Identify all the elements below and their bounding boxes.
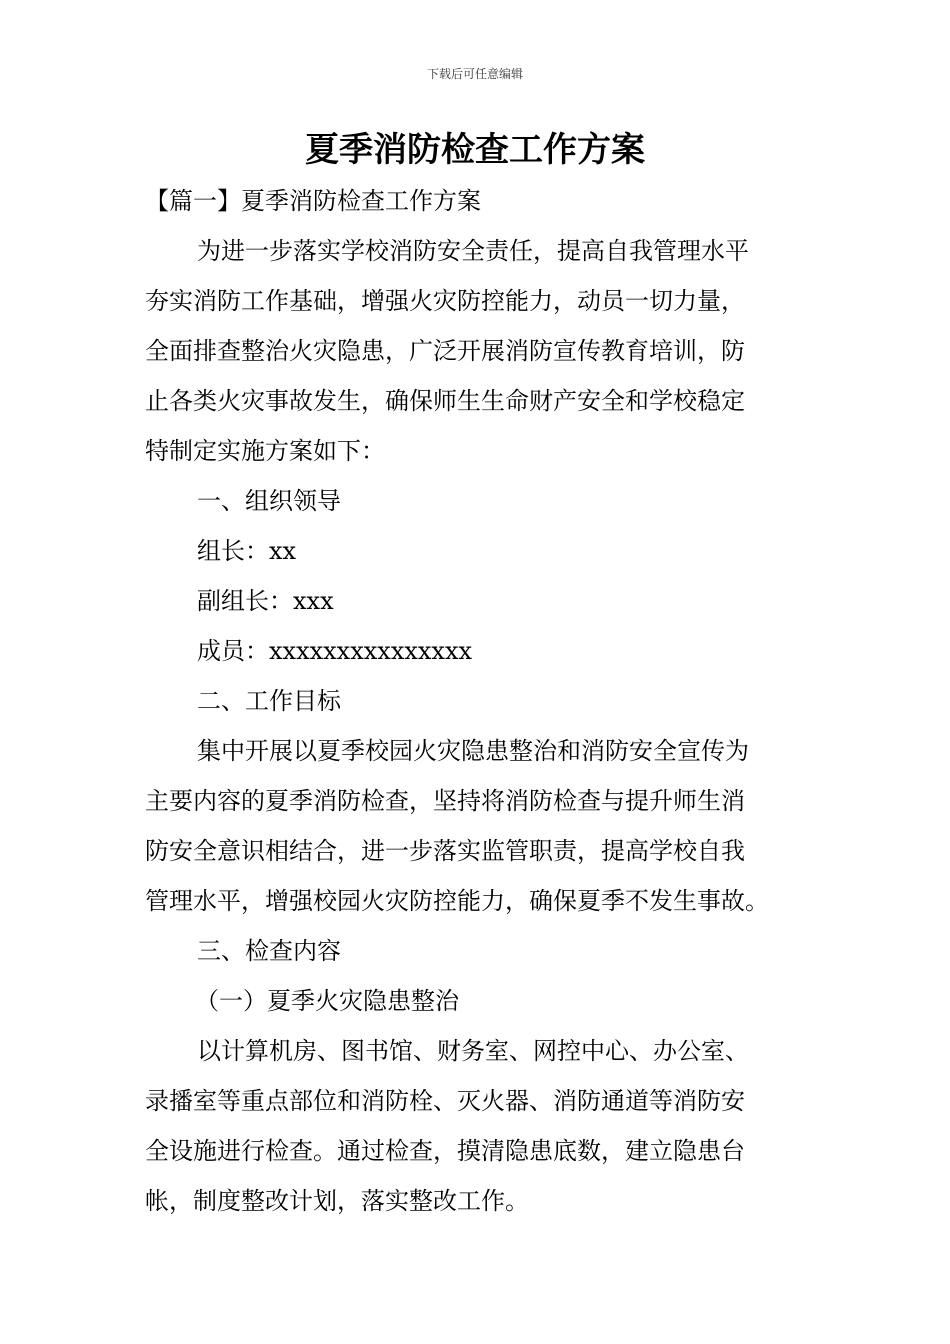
paragraph-line: 特制定实施方案如下： bbox=[145, 437, 385, 465]
document-title: 夏季消防检查工作方案 bbox=[305, 130, 645, 170]
paragraph-line: 止各类火灾事故发生，确保师生生命财产安全和学校稳定 bbox=[145, 387, 745, 415]
members-line: 成员：xxxxxxxxxxxxxxx bbox=[197, 637, 473, 665]
paragraph-line: 防安全意识相结合，进一步落实监管职责，提高学校自我 bbox=[145, 837, 745, 865]
paragraph-line: 为进一步落实学校消防安全责任，提高自我管理水平 bbox=[197, 237, 749, 265]
subheading-content: 三、检查内容 bbox=[197, 937, 341, 965]
deputy-leader-line: 副组长：xxx bbox=[197, 587, 334, 615]
paragraph-line: 夯实消防工作基础，增强火灾防控能力，动员一切力量， bbox=[145, 287, 745, 315]
paragraph-line: 以计算机房、图书馆、财务室、网控中心、办公室、 bbox=[197, 1037, 749, 1065]
subheading-item-1: （一）夏季火灾隐患整治 bbox=[195, 987, 459, 1015]
subheading-organization: 一、组织领导 bbox=[197, 487, 341, 515]
header-note: 下载后可任意编辑 bbox=[426, 67, 523, 81]
paragraph-line: 录播室等重点部位和消防栓、灭火器、消防通道等消防安 bbox=[145, 1087, 745, 1115]
paragraph-line: 管理水平，增强校园火灾防控能力，确保夏季不发生事故。 bbox=[145, 887, 769, 915]
section-heading: 【篇一】夏季消防检查工作方案 bbox=[145, 187, 481, 215]
paragraph-line: 集中开展以夏季校园火灾隐患整治和消防安全宣传为 bbox=[197, 737, 749, 765]
paragraph-line: 全面排查整治火灾隐患，广泛开展消防宣传教育培训，防 bbox=[145, 337, 745, 365]
leader-line: 组长：xx bbox=[197, 537, 297, 565]
paragraph-line: 帐，制度整改计划，落实整改工作。 bbox=[145, 1187, 529, 1215]
paragraph-line: 全设施进行检查。通过检查，摸清隐患底数，建立隐患台 bbox=[145, 1137, 745, 1165]
paragraph-line: 主要内容的夏季消防检查，坚持将消防检查与提升师生消 bbox=[145, 787, 745, 815]
document-body bbox=[145, 176, 810, 1226]
subheading-goals: 二、工作目标 bbox=[197, 687, 341, 715]
